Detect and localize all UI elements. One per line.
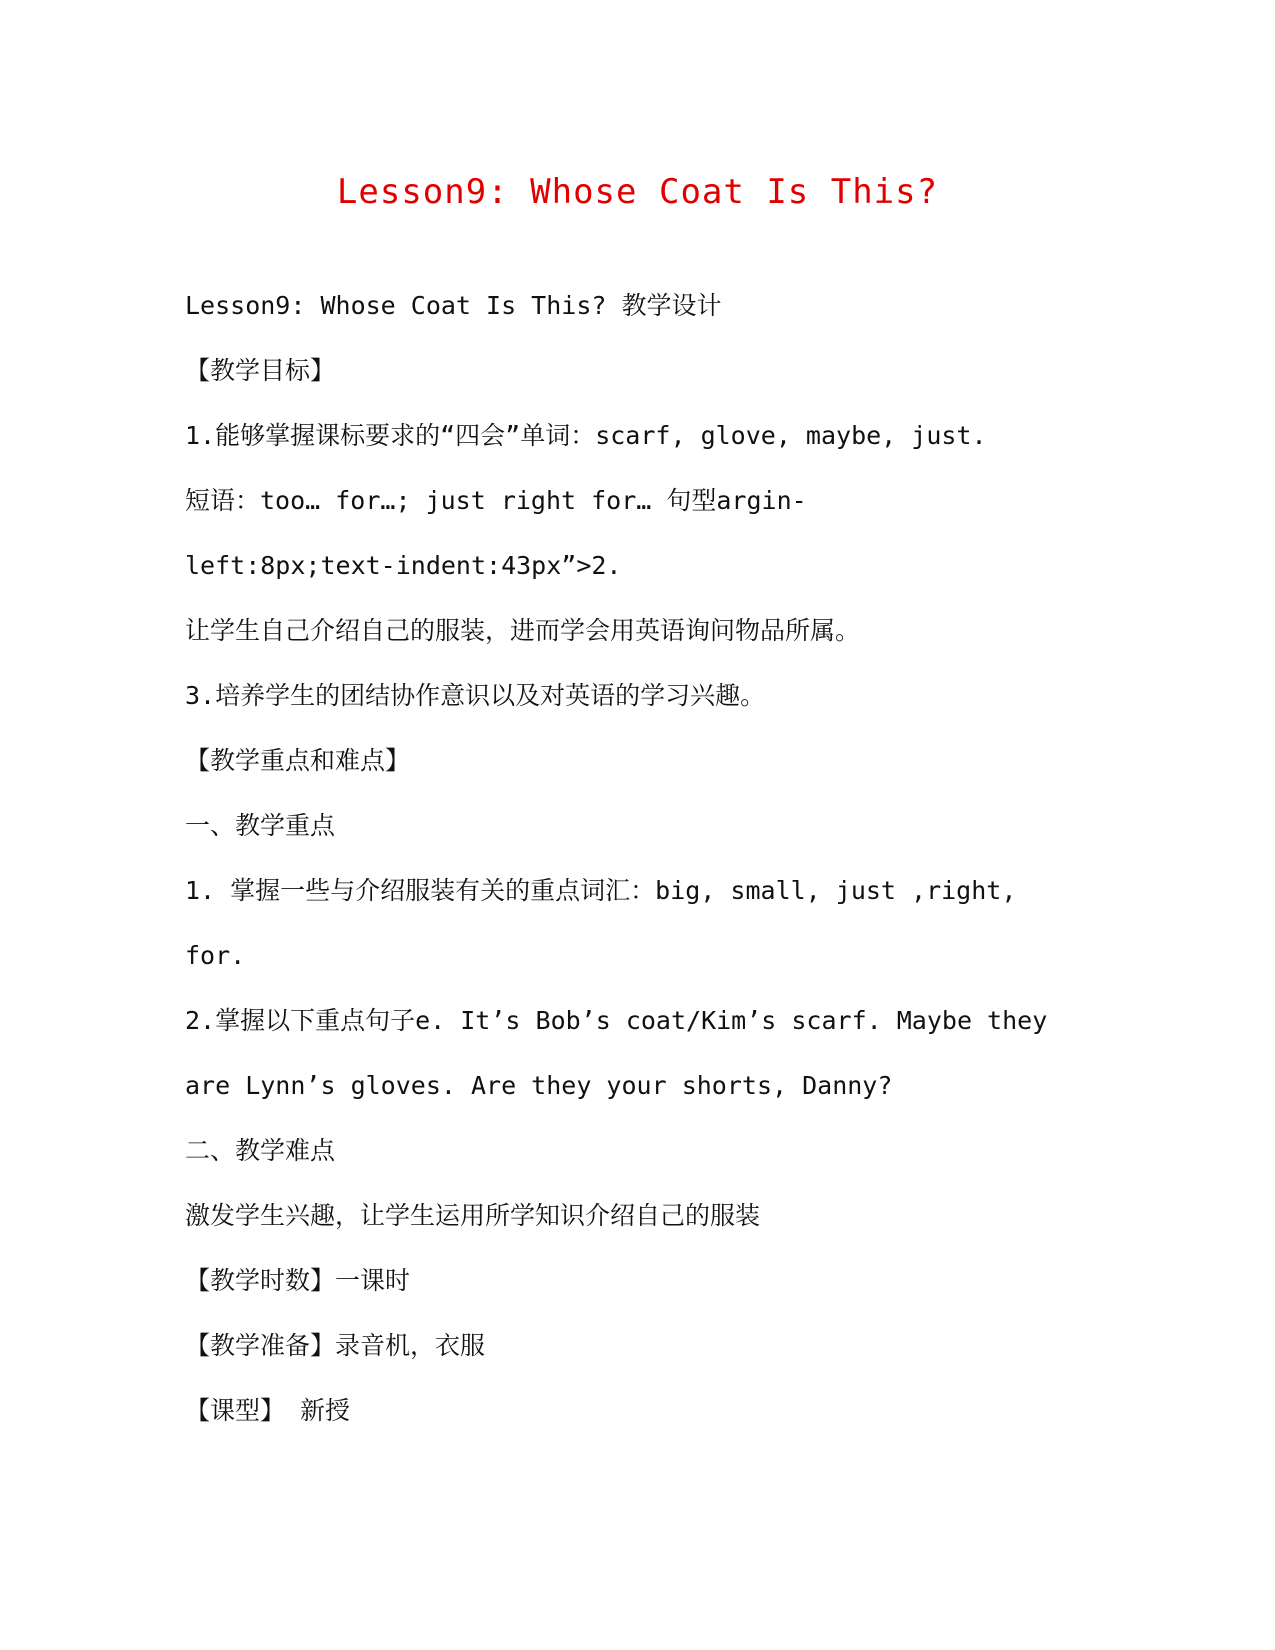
objective-2-number: left:8px;text-indent:43px”>2. bbox=[185, 551, 622, 580]
class-hours: 【教学时数】一课时 bbox=[185, 1266, 411, 1295]
objective-2: 让学生自己介绍自己的服装，进而学会用英语询问物品所属。 bbox=[185, 616, 861, 645]
objective-3: 3.培养学生的团结协作意识以及对英语的学习兴趣。 bbox=[185, 681, 766, 710]
difficulty-1: 激发学生兴趣，让学生运用所学知识介绍自己的服装 bbox=[185, 1201, 761, 1230]
document-title: Lesson9: Whose Coat Is This? bbox=[336, 172, 939, 212]
objective-1: 1.能够掌握课标要求的“四会”单词：scarf, glove, maybe, just. bbox=[185, 421, 987, 450]
key-point-1: 1. 掌握一些与介绍服装有关的重点词汇：big, small, just ,right, bbox=[185, 876, 1017, 905]
lesson-type: 【课型】 新授 bbox=[185, 1396, 351, 1425]
subheading-difficulties: 二、教学难点 bbox=[185, 1136, 336, 1165]
objective-1-phrases: 短语：too… for…; just right for… 句型argin- bbox=[185, 486, 807, 515]
document-body bbox=[185, 286, 1085, 1456]
key-point-2-continued: are Lynn’s gloves. Are they your shorts, Danny? bbox=[185, 1071, 893, 1100]
teaching-preparation: 【教学准备】录音机，衣服 bbox=[185, 1331, 486, 1360]
subtitle-line: Lesson9: Whose Coat Is This? 教学设计 bbox=[185, 291, 722, 320]
section-heading-key-points: 【教学重点和难点】 bbox=[185, 746, 411, 775]
section-heading-objectives: 【教学目标】 bbox=[185, 356, 336, 385]
key-point-2: 2.掌握以下重点句子e. It’s Bob’s coat/Kim’s scarf. Maybe they bbox=[185, 1006, 1048, 1035]
key-point-1-continued: for. bbox=[185, 941, 246, 970]
subheading-key-points: 一、教学重点 bbox=[185, 811, 336, 840]
